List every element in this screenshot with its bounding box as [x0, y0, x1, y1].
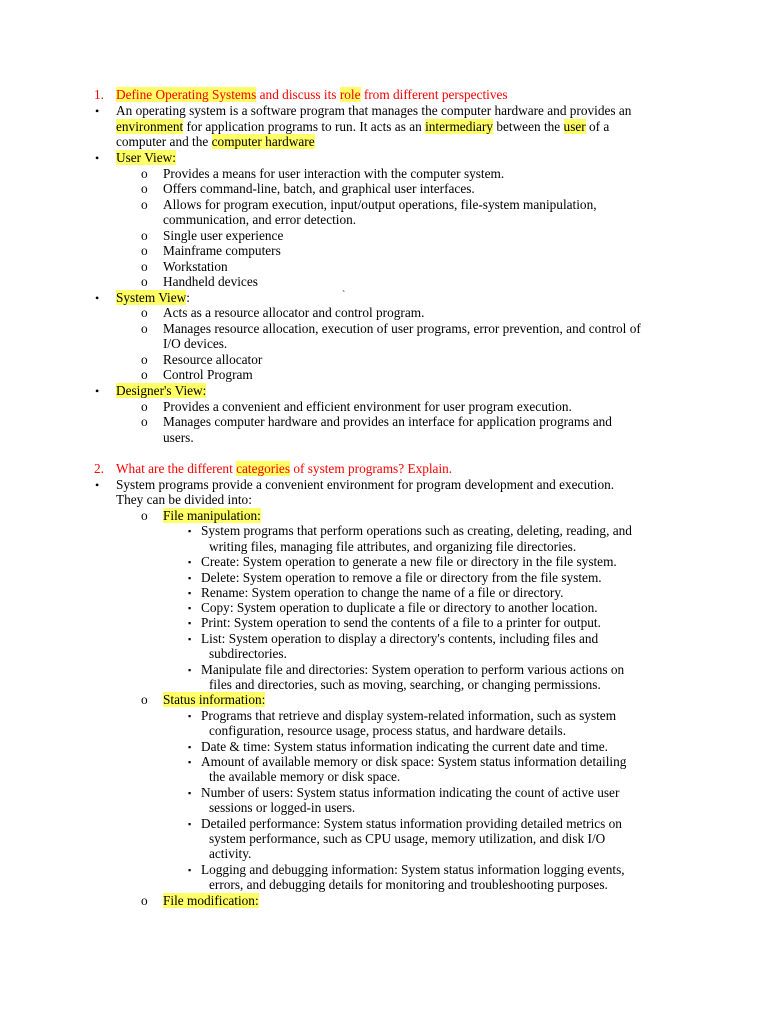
list-item: Manages resource allocation, execution of user programs, error prevention, and control of — [163, 321, 641, 336]
square-bullet-icon: ▪ — [188, 819, 192, 829]
list-item: the available memory or disk space. — [209, 769, 401, 784]
square-bullet-icon: ▪ — [188, 742, 192, 752]
list-item: Detailed performance: System status information providing detailed metrics on — [201, 816, 622, 831]
highlight: role — [339, 87, 361, 102]
highlight: File modification: — [163, 893, 259, 908]
square-bullet-icon: ▪ — [188, 603, 192, 613]
circle-bullet-icon: o — [141, 166, 148, 181]
square-bullet-icon: ▪ — [188, 618, 192, 628]
q1-title-text: from different perspectives — [360, 87, 508, 102]
q2-title-text: What are the different — [116, 461, 237, 476]
list-item: system performance, such as CPU usage, memory utilization, and disk I/O — [209, 831, 606, 846]
file-manipulation-heading — [163, 508, 261, 524]
list-item: writing files, managing file attributes, and organizing file directories. — [209, 539, 577, 554]
list-item: Create: System operation to generate a new file or directory in the file system. — [201, 554, 617, 569]
intro-line — [116, 119, 609, 135]
square-bullet-icon: ▪ — [188, 757, 192, 767]
list-item: Logging and debugging information: System status information logging events, — [201, 862, 625, 877]
circle-bullet-icon: o — [141, 305, 148, 320]
circle-bullet-icon: o — [141, 197, 148, 212]
q2-title-text: of system programs? Explain. — [290, 461, 453, 476]
list-item: Mainframe computers — [163, 243, 281, 258]
q1-number: 1. — [94, 87, 104, 102]
highlight: categories — [236, 461, 291, 476]
square-bullet-icon: ▪ — [188, 634, 192, 644]
list-item: subdirectories. — [209, 646, 287, 661]
highlight: user — [563, 119, 586, 134]
system-view-heading — [116, 290, 190, 306]
list-item: Single user experience — [163, 228, 284, 243]
circle-bullet-icon: o — [141, 399, 148, 414]
text: computer and the — [116, 134, 212, 149]
circle-bullet-icon: o — [141, 181, 148, 196]
square-bullet-icon: ▪ — [188, 788, 192, 798]
list-item: Handheld devices — [163, 274, 258, 289]
square-bullet-icon: ▪ — [188, 865, 192, 875]
highlight: Designer's View: — [116, 383, 207, 398]
square-bullet-icon: ▪ — [188, 557, 192, 567]
file-modification-heading — [163, 893, 259, 909]
bullet-icon: • — [95, 384, 100, 398]
circle-bullet-icon: o — [141, 692, 148, 707]
highlight: Define Operating Systems — [116, 87, 257, 102]
square-bullet-icon: ▪ — [188, 665, 192, 675]
list-item: Programs that retrieve and display system-related information, such as system — [201, 708, 617, 723]
list-item: sessions or logged-in users. — [209, 800, 356, 815]
sysprog-line: System programs provide a convenient environment for program development and execution. — [116, 477, 615, 492]
highlight: Status information: — [163, 692, 266, 707]
list-item: Resource allocator — [163, 352, 263, 367]
list-item: activity. — [209, 846, 252, 861]
list-item: configuration, resource usage, process status, and hardware details. — [209, 723, 567, 738]
list-item: System programs that perform operations such as creating, deleting, reading, and — [201, 523, 632, 538]
list-item: Date & time: System status information indicating the current date and time. — [201, 739, 608, 754]
list-item: Delete: System operation to remove a file or directory from the file system. — [201, 570, 602, 585]
designer-view-heading — [116, 383, 206, 399]
list-item: errors, and debugging details for monitoring and troubleshooting purposes. — [209, 877, 608, 892]
highlight: environment — [116, 119, 184, 134]
list-item: List: System operation to display a directory's contents, including files and — [201, 631, 599, 646]
intro-line: An operating system is a software program that manages the computer hardware and provides an — [116, 103, 632, 118]
circle-bullet-icon: o — [141, 367, 148, 382]
list-item: I/O devices. — [163, 336, 228, 351]
square-bullet-icon: ▪ — [188, 588, 192, 598]
highlight: intermediary — [425, 119, 494, 134]
circle-bullet-icon: o — [141, 508, 148, 523]
circle-bullet-icon: o — [141, 321, 148, 336]
bullet-icon: • — [95, 478, 100, 492]
list-item: Rename: System operation to change the name of a file or directory. — [201, 585, 564, 600]
highlight: computer hardware — [211, 134, 315, 149]
list-item: Copy: System operation to duplicate a file or directory to another location. — [201, 600, 598, 615]
list-item: Manipulate file and directories: System operation to perform various actions on — [201, 662, 625, 677]
text: of a — [585, 119, 610, 134]
square-bullet-icon: ▪ — [188, 573, 192, 583]
list-item: communication, and error detection. — [163, 212, 357, 227]
list-item: files and directories, such as moving, searching, or changing permissions. — [209, 677, 601, 692]
sysprog-line: They can be divided into: — [116, 492, 252, 507]
list-item: Workstation — [163, 259, 228, 274]
list-item: Provides a convenient and efficient environment for user program execution. — [163, 399, 572, 414]
q2-title — [116, 461, 452, 477]
list-item: Amount of available memory or disk space: System status information detailing — [201, 754, 627, 769]
list-item: users. — [163, 430, 194, 445]
highlight: System View — [116, 290, 187, 305]
list-item: Allows for program execution, input/output operations, file-system manipulation, — [163, 197, 597, 212]
list-item: Manages computer hardware and provides an interface for application programs and — [163, 414, 612, 429]
circle-bullet-icon: o — [141, 274, 148, 289]
list-item: Acts as a resource allocator and control program. — [163, 305, 425, 320]
circle-bullet-icon: o — [141, 414, 148, 429]
circle-bullet-icon: o — [141, 243, 148, 258]
text: for application programs to run. It acts as an — [183, 119, 426, 134]
bullet-icon: • — [95, 104, 100, 118]
text: between the — [493, 119, 564, 134]
text: : — [186, 290, 190, 305]
q1-title-text: and discuss its — [256, 87, 340, 102]
circle-bullet-icon: o — [141, 352, 148, 367]
intro-line — [116, 134, 315, 150]
user-view-heading — [116, 150, 176, 166]
highlight: File manipulation: — [163, 508, 261, 523]
highlight: User View: — [116, 150, 176, 165]
list-item: Provides a means for user interaction with the computer system. — [163, 166, 505, 181]
stray-mark: ` — [342, 290, 346, 301]
square-bullet-icon: ▪ — [188, 526, 192, 536]
square-bullet-icon: ▪ — [188, 711, 192, 721]
status-information-heading — [163, 692, 265, 708]
bullet-icon: • — [95, 151, 100, 165]
circle-bullet-icon: o — [141, 228, 148, 243]
circle-bullet-icon: o — [141, 259, 148, 274]
list-item: Print: System operation to send the contents of a file to a printer for output. — [201, 615, 601, 630]
q2-number: 2. — [94, 461, 104, 476]
q1-title — [116, 87, 508, 103]
list-item: Offers command-line, batch, and graphical user interfaces. — [163, 181, 475, 196]
list-item: Control Program — [163, 367, 253, 382]
list-item: Number of users: System status information indicating the count of active user — [201, 785, 620, 800]
circle-bullet-icon: o — [141, 893, 148, 908]
bullet-icon: • — [95, 291, 100, 305]
